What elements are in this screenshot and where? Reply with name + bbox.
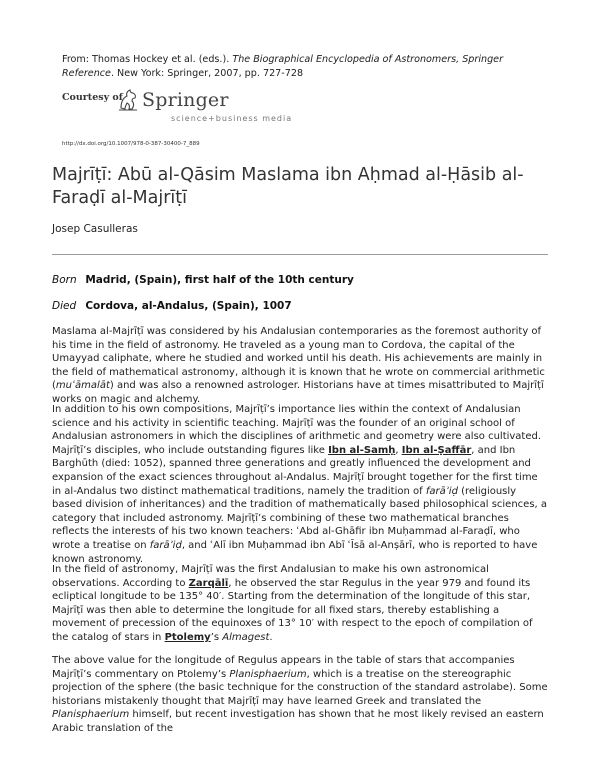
text-run-italic: Almagest — [222, 631, 270, 643]
citation-from: From: Thomas Hockey et al. (eds.). — [62, 54, 233, 65]
link-zarqali[interactable]: Zarqālī — [188, 577, 229, 589]
died-row — [52, 300, 292, 312]
text-run: Maslama al-Majrīṭī was considered by his Andalusian contemporaries as the foremost authority of his time in the field of astronomy. He traveled as a young man to Cordova, the capital of the Umayyad caliphate, where he studied and worked until his death. His achievements are mainly in the field of mathematical astronomy, although it is known that he wrote on commercial arithmetic ( — [52, 326, 545, 392]
link-ibn-al-samh[interactable]: Ibn al-Samḥ — [328, 444, 396, 456]
born-label: Born — [52, 274, 77, 286]
paragraph-3 — [52, 563, 548, 645]
born-row — [52, 274, 354, 286]
paragraph-1 — [52, 325, 548, 407]
springer-tagline: science+business media — [171, 114, 293, 123]
text-run: , he observed the star Regulus in the year 979 and found its ecliptical longitude to be 135° 40′. Starting from the determination of the longitude of this star, Majrīṭī was then able to determine the longitude for all fixed stars, thereby establishing a movement of precession of the equinoxes of 13° 10′ with respect to the epoch of compilation of the catalog of stars in — [52, 577, 533, 643]
link-ptolemy[interactable]: Ptolemy — [164, 631, 211, 643]
text-run: In the field of astronomy, Majrīṭī was the first Andalusian to make his own astronomical observations. According to — [52, 564, 489, 589]
springer-wordmark: Springer — [142, 89, 229, 111]
text-run: , and Ibn Barghūth (died: 1052), spanned three generations and greatly influenced the development and expansion of the exact sciences throughout al-Andalus. Majrīṭī brought together for the first time in al-Andalus two distinct mathematical traditions, namely the tradition of — [52, 444, 538, 497]
citation-book-title: The Biographical Encyclopedia of Astronomers, Springer Reference — [62, 54, 504, 79]
text-run: ’s — [210, 631, 223, 643]
text-run-italic: Planisphaerium — [229, 668, 307, 680]
text-run-italic: muʿāmalāt — [55, 380, 110, 392]
text-run-italic: farāʾiḍ — [425, 485, 458, 497]
article-title: Majrīṭī: Abū al-Qāsim Maslama ibn Aḥmad al-Ḥāsib al-Faraḍī al-Majrīṭī — [52, 165, 524, 208]
paragraph-4 — [52, 654, 548, 736]
text-run: In addition to his own compositions, Majrīṭī’s importance lies within the context of Andalusian science and his activity in scientific teaching. Majrīṭī was the founder of an original school of Andalusian astronomers in which the disciplines of arithmetic and geometry were also cultivated. Majrīṭī’s disciples, who include outstanding figures like — [52, 404, 542, 456]
text-run: The above value for the longitude of Regulus appears in the table of stars that accompanies Majrīṭī’s commentary on Ptolemy’s — [52, 655, 515, 680]
died-value: Cordova, al-Andalus, (Spain), 1007 — [85, 300, 292, 312]
text-run: himself, but recent investigation has shown that he most likely revised an eastern Arabic translation of the — [52, 709, 544, 734]
link-ibn-al-saffar[interactable]: Ibn al-Ṣaffār — [401, 444, 472, 456]
text-run: . — [269, 631, 273, 643]
born-value: Madrid, (Spain), first half of the 10th century — [85, 274, 354, 286]
citation-publisher: . New York: Springer, 2007, pp. 727-728 — [110, 68, 304, 79]
text-run-italic: farāʾiḍ — [149, 539, 182, 551]
citation — [62, 53, 542, 81]
paragraph-2 — [52, 403, 548, 566]
doi-link[interactable]: http://dx.doi.org/10.1007/978-0-387-30400-7_889 — [62, 141, 200, 147]
springer-horse-icon — [117, 88, 139, 112]
died-label: Died — [52, 300, 77, 312]
text-run: ) and was also a renowned astrologer. Historians have at times misattributed to Majrīṭī works on magic and alchemy. — [52, 380, 544, 405]
text-run: (religiously based division of inheritances) and the tradition of mathematically based philosophical sciences, a category that included astronomy. Majrīṭī’s combining of these two mathematical branches reflects the interests of his two known teachers: ʿAbd al-Ghāfir ibn Muḥammad al-Faraḍī, who wrote a treatise on — [52, 485, 548, 551]
text-run: , which is a treatise on the stereographic projection of the sphere (the basic technique for the construction of the standard astrolabe). Some historians mistakenly thought that Majrīṭī may have learned Greek and translated the — [52, 668, 548, 707]
text-run: , — [395, 444, 402, 456]
text-run-italic: Planisphaerium — [52, 709, 130, 721]
divider — [52, 254, 548, 255]
article-author: Josep Casulleras — [52, 223, 138, 235]
text-run: , and ʿAlī ibn Muḥammad ibn Abī ʿĪsā al-Anṣārī, who is reported to have known astronomy. — [52, 539, 538, 565]
courtesy-label: Courtesy of — [62, 92, 123, 103]
